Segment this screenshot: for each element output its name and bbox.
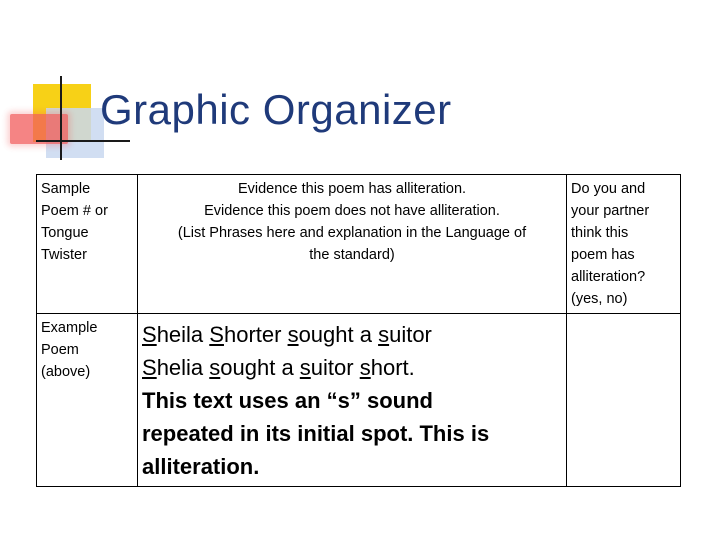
header-line: Tongue: [41, 225, 89, 241]
header-line: Evidence this poem does not have alliteration.: [204, 203, 500, 219]
header-line: (yes, no): [571, 291, 628, 307]
alliteration-letter: s: [378, 322, 390, 347]
header-line: poem has: [571, 247, 635, 263]
header-line: your partner: [571, 203, 650, 219]
alliteration-letter: S: [142, 355, 157, 380]
organizer-table: [36, 174, 681, 487]
word-rest: uitor: [310, 355, 360, 380]
cell-line: Example: [41, 320, 98, 336]
page-title: Graphic Organizer: [100, 86, 452, 133]
alliteration-letter: s: [287, 322, 299, 347]
word-rest: heila: [156, 322, 210, 347]
alliteration-letter: s: [299, 355, 311, 380]
header-line: think this: [571, 225, 629, 241]
header-cell-evidence: [138, 175, 567, 314]
word-rest: ought a: [298, 322, 379, 347]
explanation-line: alliteration.: [142, 454, 260, 479]
word-rest: uitor: [389, 322, 432, 347]
alliteration-letter: s: [209, 355, 221, 380]
header-cell-sample-poem: [37, 175, 138, 314]
header-line: (List Phrases here and explanation in the Language of: [177, 225, 527, 241]
alliteration-letter: S: [142, 322, 157, 347]
cell-example-poem-label: [37, 314, 138, 487]
poem-line-2: [142, 351, 562, 384]
header-line: Twister: [41, 247, 87, 263]
header-line: alliteration?: [571, 269, 646, 285]
word-rest: hort.: [370, 355, 415, 380]
cell-example-partner-opinion[interactable]: [567, 314, 681, 487]
alliteration-letter: s: [359, 355, 371, 380]
header-cell-partner-opinion: [567, 175, 681, 314]
header-line: Evidence this poem has alliteration.: [237, 181, 467, 197]
table-row-example: [37, 314, 681, 487]
cell-line: (above): [41, 364, 91, 380]
word-rest: helia: [156, 355, 210, 380]
cell-example-evidence: [138, 314, 567, 487]
explanation-line: repeated in its initial spot. This is: [142, 421, 490, 446]
poem-line-1: [142, 318, 562, 351]
header-line: the standard): [309, 247, 395, 263]
table-header-row: [37, 175, 681, 314]
header-line: Poem # or: [41, 203, 108, 219]
word-rest: horter: [223, 322, 288, 347]
explanation-line: This text uses an “s” sound: [142, 388, 433, 413]
alliteration-letter: S: [209, 322, 224, 347]
header-line: Do you and: [571, 181, 646, 197]
decorative-vertical-line: [60, 76, 62, 160]
word-rest: ought a: [220, 355, 300, 380]
header-line: Sample: [41, 181, 91, 197]
cell-line: Poem: [41, 342, 79, 358]
decorative-horizontal-line: [36, 140, 130, 142]
